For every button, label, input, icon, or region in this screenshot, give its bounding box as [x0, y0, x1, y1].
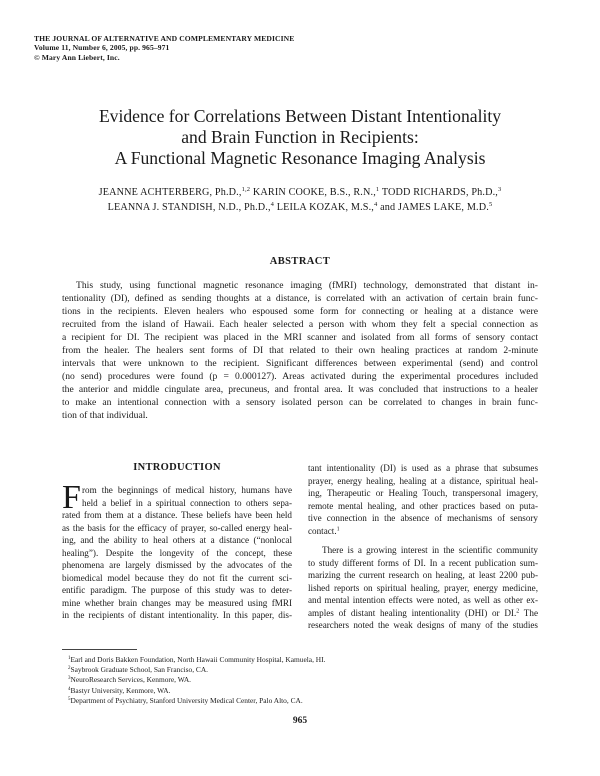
title-line: Evidence for Correlations Between Distant Intentionality — [98, 106, 502, 126]
paragraph-gap — [308, 537, 538, 544]
abstract-line: to make an intentional connection with a sensory isolated person can be correlated to changes in brain func- — [62, 397, 538, 408]
body-line: mine whether brain changes may be measured using fMRI — [62, 597, 292, 608]
abstract-line: tions in the recipients. Eleven healers who espoused some form for connecting or healing at a distance were — [62, 306, 538, 317]
author-affiliation-marker: 3 — [498, 186, 502, 193]
abstract-heading: ABSTRACT — [269, 256, 331, 267]
footnote-number: 4 — [68, 686, 71, 692]
drop-cap: F — [62, 479, 81, 516]
body-line — [308, 607, 538, 620]
abstract-line: (no send) procedures were found (p = 0.000127). Areas activated during the experimental procedures included — [62, 371, 538, 382]
footnote-text: Department of Psychiatry, Stanford University Medical Center, Palo Alto, CA. — [70, 695, 303, 705]
left-column — [62, 479, 292, 622]
abstract-line: tion of that individual. — [62, 410, 148, 421]
footnote-text: Saybrook Graduate School, San Franciso, CA. — [70, 665, 209, 675]
footnote-number: 3 — [68, 676, 71, 682]
footnote-text: NeuroResearch Services, Kenmore, WA. — [70, 675, 192, 685]
body-line: and mental intention effects were noted, as well as other ex- — [308, 595, 538, 605]
footnote — [62, 665, 325, 675]
citation-marker: 2 — [516, 608, 520, 614]
body-text: contact. — [308, 525, 337, 536]
footnote-number: 1 — [68, 656, 71, 661]
author-line — [0, 186, 600, 201]
body-line: marizing the current research on healing, at least 2200 pub- — [308, 570, 538, 580]
body-line: rated from them at a distance. These beliefs have been held — [62, 510, 292, 520]
body-line: rom the beginnings of medical history, humans have — [82, 485, 292, 495]
author-name: JEANNE ACHTERBERG, Ph.D., — [98, 187, 242, 198]
body-line: lished reports on spiritual healing, prayer, energy medicine, — [308, 582, 538, 593]
author-name: and JAMES LAKE, M.D. — [377, 201, 489, 213]
body-line: ing, Therapeutic or Healing Touch, transpersonal imagery, — [308, 488, 538, 498]
author-name: LEILA KOZAK, M.S., — [274, 201, 374, 213]
body-line: tive connection in the absence of mechanisms of sensory — [308, 513, 538, 523]
footnote-number: 5 — [68, 696, 71, 702]
introduction-heading: INTRODUCTION — [133, 462, 221, 473]
body-line: in the recipients of distant intentionality. In this paper, dis- — [62, 610, 292, 620]
abstract-body — [62, 279, 538, 422]
author-affiliation-marker: 5 — [488, 200, 493, 208]
footnote-text: Earl and Doris Bakken Foundation, North Hawaii Community Hospital, Kamuela, HI. — [70, 655, 326, 664]
body-line: to study different forms of DI. In a recent publication sum- — [308, 557, 538, 568]
author-affiliation-marker: 1 — [375, 186, 380, 193]
author-name: KARIN COOKE, B.S., R.N., — [250, 187, 376, 198]
author-affiliation-marker: 4 — [374, 200, 378, 208]
right-column — [308, 462, 538, 632]
body-line: healing”). Despite the longevity of the concept, these — [62, 547, 292, 558]
author-name: LEANNA J. STANDISH, N.D., Ph.D., — [107, 201, 271, 213]
body-text: amples of distant healing intentionality (DHI) or DI. — [308, 607, 517, 618]
body-line: as the basis for the efficacy of prayer, so-called energy heal- — [62, 522, 292, 533]
body-line — [308, 525, 538, 538]
footnote-divider — [62, 649, 137, 650]
journal-copyright: © Mary Ann Liebert, Inc. — [34, 52, 120, 62]
abstract-line: This study, using functional magnetic resonance imaging (fMRI) technology, demonstrated that distant in- — [76, 280, 538, 291]
body-line: held a belief in a spiritual connection to others sepa- — [82, 497, 292, 508]
body-line: entific paradigm. The purpose of this study was to deter- — [62, 585, 292, 595]
footnotes — [62, 655, 325, 706]
abstract-line: from the healer. The healers sent forms of DI that related to their own healing practices at random 2-minute — [62, 345, 538, 356]
journal-volume-info: Volume 11, Number 6, 2005, pp. 965–971 — [34, 43, 170, 53]
body-line: tant intentionality (DI) is used as a phrase that subsumes — [308, 463, 538, 473]
citation-marker: 1 — [336, 526, 340, 532]
body-line: There is a growing interest in the scientific community — [322, 545, 538, 555]
footnote — [62, 675, 325, 685]
author-line — [0, 201, 600, 216]
footnote — [62, 696, 325, 706]
author-affiliation-marker: 1,2 — [241, 186, 251, 193]
author-list — [0, 186, 600, 215]
author-affiliation-marker: 4 — [270, 200, 275, 208]
abstract-line: tentionality (DI), defined as sending thoughts at a distance, is correlated with an activation of certain brain func- — [62, 293, 538, 304]
abstract-line: the anterior and middle cingulate area, precuneus, and frontal area. It was concluded that instructions to a healer — [62, 384, 538, 395]
abstract-line: a recipient for DI. The recipient was placed in the MRI scanner and isolated from all forms of sensory contact — [62, 332, 538, 343]
footnote-text: Bastyr University, Kenmore, WA. — [70, 685, 171, 695]
body-line: biomedical model because they do not fit the current sci- — [62, 572, 292, 583]
body-line: phenomena are largely dismissed by the advocates of the — [62, 560, 292, 570]
author-name: TODD RICHARDS, Ph.D., — [379, 187, 498, 198]
journal-name: THE JOURNAL OF ALTERNATIVE AND COMPLEMENTARY MEDICINE — [34, 34, 295, 43]
footnote — [62, 655, 325, 665]
title-line: and Brain Function in Recipients: — [181, 127, 419, 147]
abstract-line: recruited from the island of Hawaii. Each healer selected a person with whom they felt a special connection as — [62, 319, 538, 330]
body-line: prayer, energy healing, healing at a distance, spiritual heal- — [308, 475, 538, 486]
title-line: A Functional Magnetic Resonance Imaging Analysis — [114, 148, 486, 168]
body-line: remote mental healing, and other practices based on puta- — [308, 500, 538, 511]
article-title — [0, 106, 600, 169]
footnote — [62, 686, 325, 696]
abstract-line: intervals that were unknown to the recipient. Significant differences between experimental (send) and control — [62, 358, 538, 369]
body-text: The — [519, 607, 538, 618]
page-number: 965 — [292, 716, 308, 726]
body-line: researchers noted the weak designs of many of the studies — [308, 620, 538, 630]
journal-header — [34, 34, 294, 62]
body-line: ing, and the ability to heal others at a distance (“nonlocal — [62, 535, 292, 545]
footnote-number: 2 — [68, 666, 71, 672]
